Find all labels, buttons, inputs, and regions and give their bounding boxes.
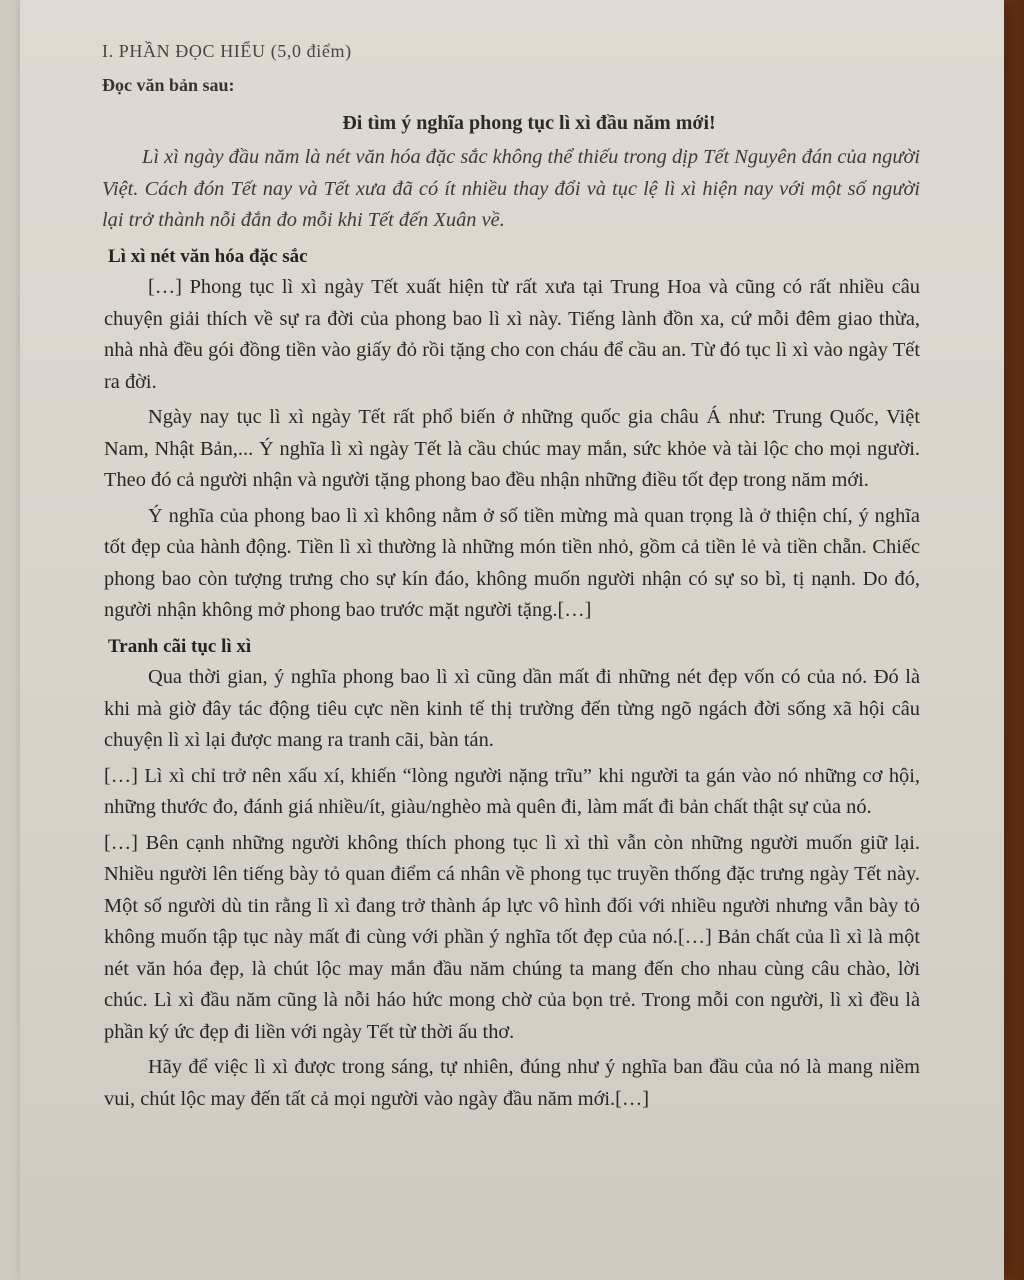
paragraph-origin: […] Phong tục lì xì ngày Tết xuất hiện từ rất xưa tại Trung Hoa và cũng có rất nhiều câu chuyện giải thích về sự ra đời của phong bao lì xì này. Tiếng lành đồn xa, cứ mỗi đêm giao thừa, nhà nhà đều gói đồng tiền vào giấy đỏ rồi tặng cho con cháu để cầu an. Từ đó tục lì xì vào ngày Tết ra đời. [104,276,920,393]
paragraph-loss-of-meaning: Qua thời gian, ý nghĩa phong bao lì xì cũng dần mất đi những nét đẹp vốn có của nó. Đó là khi mà giờ đây tác động tiêu cực nền kinh tế thị trường đến từng ngõ ngách đời sống xã hội câu chuyện lì xì lại được mang ra tranh cãi, bàn tán. [104,666,920,751]
paragraph-keep-tradition: […] Bên cạnh những người không thích phong tục lì xì thì vẫn còn những người muốn giữ lại. Nhiều người lên tiếng bày tỏ quan điểm cá nhân về phong tục truyền thống đặc trưng ngày Tết này. Một số người dù tin rằng lì xì đang trở thành áp lực vô hình đối với nhiều người nhưng vẫn bày tỏ không muốn tập tục này mất đi cùng với phần ý nghĩa tốt đẹp của nó.[…] Bản chất của lì xì là một nét văn hóa đẹp, là chút lộc may mắn đầu năm chúng ta mang đến cho nhau cùng câu chào, lời chúc. Lì xì đầu năm cũng là nỗi háo hức mong chờ của bọn trẻ. Trong mỗi con người, lì xì đều là phần ký ức đẹp đi liền với ngày Tết từ thời ấu thơ. [104,831,920,1043]
paragraph-conclusion: Hãy để việc lì xì được trong sáng, tự nhiên, đúng như ý nghĩa ban đầu của nó là mang niềm vui, chút lộc may đến tất cả mọi người vào ngày đầu năm mới.[…] [104,1056,920,1110]
heading-culture: Lì xì nét văn hóa đặc sắc [108,245,308,267]
article-title: Đi tìm ý nghĩa phong tục lì xì đầu năm mới! [342,112,716,134]
paper-sheet [20,0,1004,1280]
paragraph-ugliness: […] Lì xì chỉ trở nên xấu xí, khiến “lòng người nặng trĩu” khi người ta gán vào nó những cơ hội, những thước đo, đánh giá nhiều/ít, giàu/nghèo mà quên đi, làm mất đi bản chất thật sự của nó. [104,764,920,818]
paragraph-popularity: Ngày nay tục lì xì ngày Tết rất phổ biến ở những quốc gia châu Á như: Trung Quốc, Việt Nam, Nhật Bản,... Ý nghĩa lì xì ngày Tết là cầu chúc may mắn, sức khỏe và tài lộc cho mọi người. Theo đó cả người nhận và người tặng phong bao đều nhận những điều tốt đẹp trong năm mới. [104,406,920,491]
section-title: I. PHẦN ĐỌC HIỂU (5,0 điểm) [102,41,352,61]
intro-paragraph: Lì xì ngày đầu năm là nét văn hóa đặc sắc không thể thiếu trong dịp Tết Nguyên đán của người Việt. Cách đón Tết nay và Tết xưa đã có ít nhiều thay đổi và tục lệ lì xì hiện nay với một số người lại trở thành nỗi đắn đo mỗi khi Tết đến Xuân về. [102,146,920,231]
read-instruction: Đọc văn bản sau: [102,75,235,95]
heading-controversy: Tranh cãi tục lì xì [108,635,252,657]
paragraph-meaning: Ý nghĩa của phong bao lì xì không nằm ở số tiền mừng mà quan trọng là ở thiện chí, ý nghĩa tốt đẹp của hành động. Tiền lì xì thường là những món tiền nhỏ, gồm cả tiền lẻ và tiền chẵn. Chiếc phong bao còn tượng trưng cho sự kín đáo, không muốn người nhận có sự so bì, tị nạnh. Do đó, người nhận không mở phong bao trước mặt người tặng.[…] [104,504,920,621]
document-content [82,34,920,1119]
